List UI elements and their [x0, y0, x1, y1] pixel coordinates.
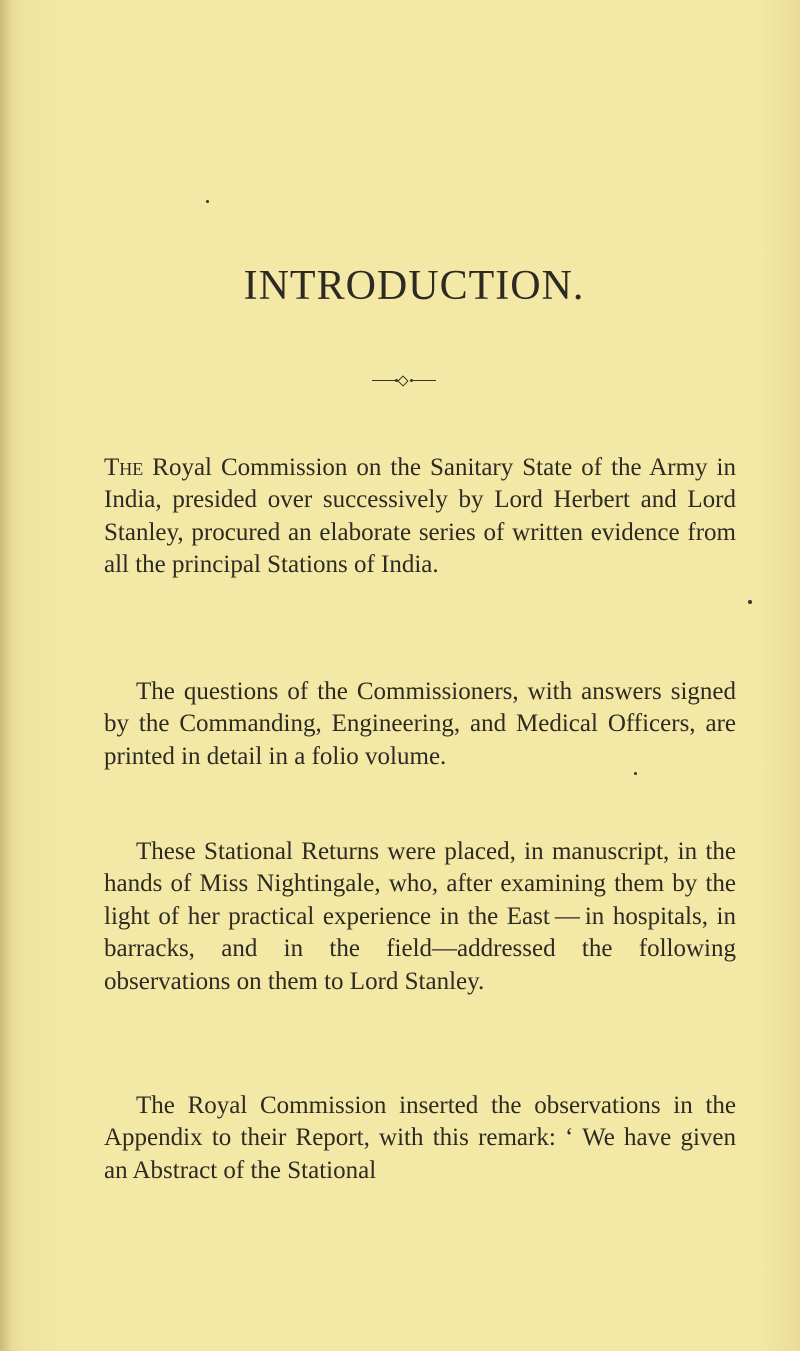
page-speck: [206, 200, 209, 203]
paragraph-2-text: The questions of the Commissioners, with answers signed by the Commanding, Engineering, and Medical Officers, are printed in detail in a folio volume.: [104, 678, 736, 770]
page-speck: [748, 600, 752, 604]
ornament-diamond: [397, 375, 408, 386]
ornament-line-right: [412, 380, 436, 381]
ornament-line-left: [372, 380, 396, 381]
page-heading: INTRODUCTION.: [243, 263, 585, 309]
ornament-divider: [372, 376, 436, 386]
paragraph-4-text: The Royal Commission inserted the observations in the Appendix to their Report, with this remark: ‘ We have given an Abstract of the Stational: [104, 1092, 736, 1184]
paragraph-1: [104, 452, 736, 582]
spine-shadow: [0, 0, 12, 1351]
paragraph-1-text: Royal Commission on the Sanitary State of the Army in India, presided over successively by Lord Herbert and Lord Stanley, procured an elaborate series of written evidence from all the principal Stations of India.: [104, 454, 736, 579]
paragraph-2: [104, 676, 736, 773]
paragraph-4: [104, 1090, 736, 1187]
paragraph-3: [104, 836, 736, 998]
page-speck: [634, 772, 637, 775]
paragraph-3-text: These Stational Returns were placed, in manuscript, in the hands of Miss Nightingale, who, after examining them by the light of her practical experience in the East — in hospitals, in barracks, and in the field—addressed the following observations on them to Lord Stanley.: [104, 838, 736, 995]
paragraph-1-lead: The: [104, 454, 144, 481]
